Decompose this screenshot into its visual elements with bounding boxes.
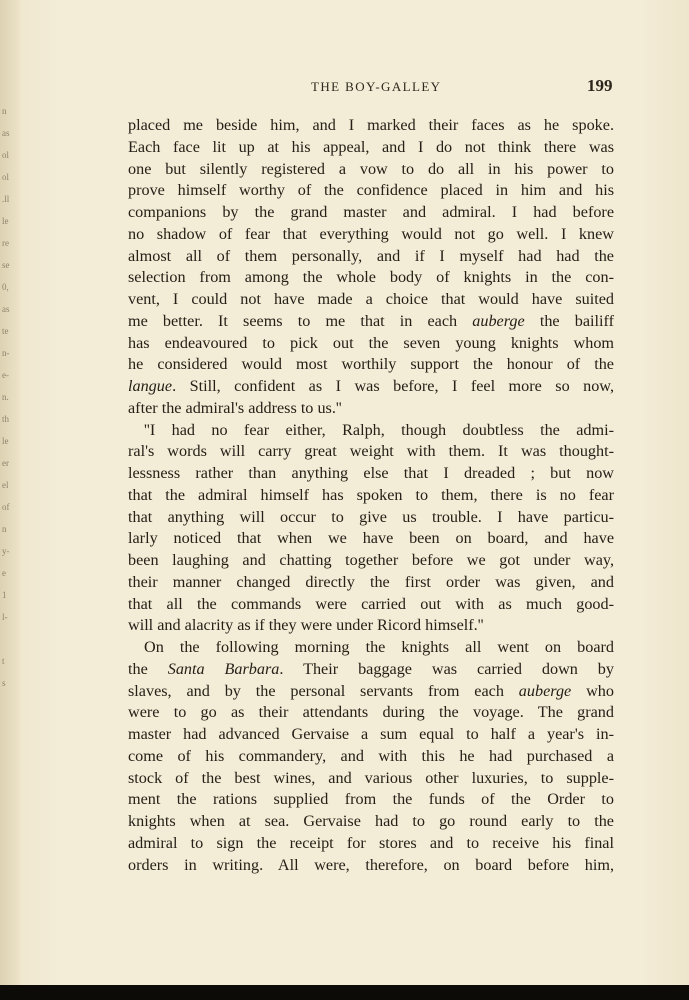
text-run: stock of the best wines, and various other luxuries, to supple- <box>128 768 614 787</box>
text-run: ''I had no fear either, Ralph, though doubtless the admi- <box>144 420 614 439</box>
text-line <box>128 528 614 550</box>
text-line <box>128 180 614 202</box>
gutter-mark: l- <box>2 612 8 622</box>
text-run: almost all of them personally, and if I myself had had the <box>128 246 614 265</box>
text-line <box>128 115 614 137</box>
text-run: the <box>128 659 168 678</box>
gutter-mark <box>2 628 14 650</box>
text-run: been laughing and chatting together before we got under way, <box>128 551 614 569</box>
text-line <box>128 420 614 442</box>
gutter-mark: te <box>2 326 9 336</box>
text-run: On the following morning the knights all went on board <box>144 638 614 656</box>
text-run: the bailiff <box>524 311 614 330</box>
gutter-mark: e <box>2 568 6 578</box>
running-head: THE BOY-GALLEY <box>311 79 442 94</box>
gutter-mark: el <box>2 480 9 490</box>
text-run: . Their baggage was carried down by <box>279 659 614 678</box>
text-line <box>128 311 614 333</box>
text-run: knights when at sea. Gervaise had to go round early to the <box>128 812 614 830</box>
text-run: vent, I could not have made a choice that would have suited <box>128 290 614 308</box>
text-line <box>128 224 614 246</box>
text-run: after the admiral's address to us.'' <box>128 398 342 417</box>
page-header <box>0 76 689 98</box>
gutter-mark: of <box>2 502 10 512</box>
text-run: that all the commands were carried out with as much good- <box>128 594 614 613</box>
gutter-mark: se <box>2 260 10 270</box>
gutter-mark: 1 <box>2 590 7 600</box>
gutter-mark: t <box>2 656 5 666</box>
facing-page-bleed-text <box>2 100 14 694</box>
italic-text: Santa Barbara <box>167 659 280 678</box>
text-line <box>128 724 614 746</box>
gutter-mark: e- <box>2 370 9 380</box>
gutter-mark: n. <box>2 392 9 402</box>
text-run: ment the rations supplied from the funds of the Order to <box>128 790 614 809</box>
text-line <box>128 746 614 768</box>
gutter-mark: s <box>2 678 6 688</box>
text-line <box>128 507 614 529</box>
text-line <box>128 289 614 311</box>
text-run: were to go as their attendants during the voyage. The grand <box>128 703 614 722</box>
text-run: has endeavoured to pick out the seven young knights whom <box>128 333 614 352</box>
text-line <box>128 246 614 268</box>
scan-edge-bar <box>0 985 689 1000</box>
text-run: selection from among the whole body of knights in the con- <box>128 268 614 287</box>
text-run: ral's words will carry great weight with them. It was thought- <box>128 442 614 461</box>
text-line <box>128 572 614 594</box>
text-run: no shadow of fear that everything would not go well. I knew <box>128 224 614 243</box>
gutter-mark: y- <box>2 546 10 556</box>
text-run: slaves, and by the personal servants from each <box>128 681 519 700</box>
text-line <box>128 659 614 681</box>
gutter-mark: le <box>2 216 9 226</box>
gutter-mark: le <box>2 436 9 446</box>
text-line <box>128 267 614 289</box>
gutter-mark: ol <box>2 150 10 160</box>
text-line <box>128 811 614 833</box>
text-line <box>128 202 614 224</box>
text-run: orders in writing. All were, therefore, on board before him, <box>128 855 614 874</box>
text-run: that the admiral himself has spoken to them, there is no fear <box>128 485 614 504</box>
text-run: will and alacrity as if they were under Ricord himself.'' <box>128 616 484 635</box>
text-line <box>128 137 614 159</box>
gutter-mark: as <box>2 128 10 138</box>
text-line <box>128 615 614 637</box>
body-text <box>128 115 614 876</box>
text-line <box>128 550 614 572</box>
text-run: larly noticed that when we have been on board, and have <box>128 529 614 548</box>
text-run: companions by the grand master and admiral. I had before <box>128 203 614 221</box>
gutter-mark: as <box>2 304 10 314</box>
text-run: Each face lit up at his appeal, and I do not think there was <box>128 137 614 156</box>
text-run: prove himself worthy of the confidence placed in him and his <box>128 181 614 200</box>
gutter-mark: th <box>2 414 10 424</box>
gutter-mark: ol <box>2 172 10 182</box>
text-line <box>128 833 614 855</box>
text-line <box>128 485 614 507</box>
text-line <box>128 637 614 659</box>
text-line <box>128 768 614 790</box>
text-run: one but silently registered a vow to do all in his power to <box>128 159 614 178</box>
text-run: lessness rather than anything else that I dreaded ; but now <box>128 464 614 482</box>
gutter-mark: n- <box>2 348 10 358</box>
binding-gutter <box>0 0 22 985</box>
gutter-mark: re <box>2 238 9 248</box>
text-run: admiral to sign the receipt for stores and to receive his final <box>128 833 614 852</box>
gutter-mark: n <box>2 106 7 116</box>
page-number: 199 <box>587 76 613 95</box>
text-line <box>128 789 614 811</box>
text-line <box>128 159 614 181</box>
text-line <box>128 333 614 355</box>
gutter-mark: n <box>2 524 7 534</box>
text-line <box>128 441 614 463</box>
text-line <box>128 702 614 724</box>
text-run: that anything will occur to give us trouble. I have particu- <box>128 507 614 526</box>
text-line <box>128 594 614 616</box>
italic-text: auberge <box>472 311 525 330</box>
text-line <box>128 398 614 420</box>
text-run: . Still, confident as I was before, I feel more so now, <box>172 377 614 395</box>
italic-text: auberge <box>518 681 572 700</box>
text-run: their manner changed directly the first order was given, and <box>128 572 614 591</box>
text-line <box>128 354 614 376</box>
text-run: master had advanced Gervaise a sum equal to half a year's in- <box>128 725 614 743</box>
gutter-mark: .ll <box>2 194 10 204</box>
text-run: me better. It seems to me that in each <box>128 311 473 330</box>
text-line <box>128 376 614 398</box>
gutter-mark: 0, <box>2 282 9 292</box>
text-line <box>128 681 614 703</box>
text-run: placed me beside him, and I marked their faces as he spoke. <box>128 116 614 134</box>
text-run: come of his commandery, and with this he had purchased a <box>128 746 614 765</box>
gutter-mark: er <box>2 458 9 468</box>
text-run: who <box>571 681 614 700</box>
text-run: he considered would most worthily support the honour of the <box>128 355 614 374</box>
text-line <box>128 855 614 877</box>
text-line <box>128 463 614 485</box>
italic-text: langue <box>128 377 173 395</box>
